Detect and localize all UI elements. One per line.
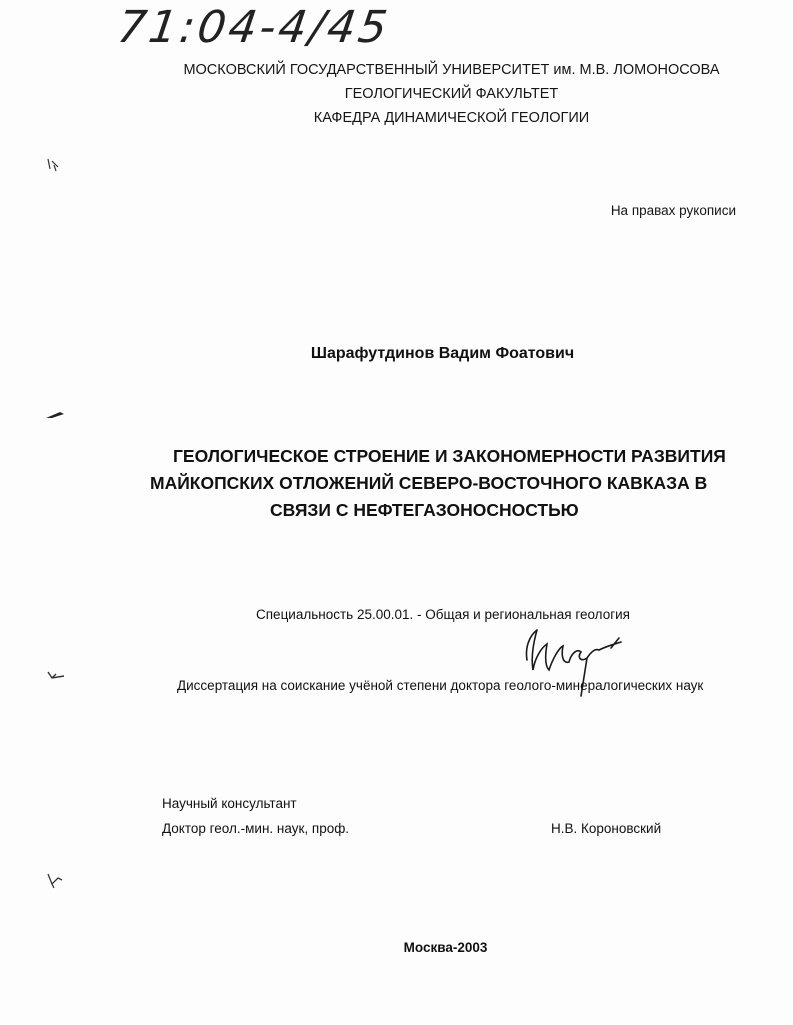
margin-mark-1 bbox=[44, 155, 64, 175]
title-line-2: МАЙКОПСКИХ ОТЛОЖЕНИЙ СЕВЕРО-ВОСТОЧНОГО КАВКАЗА В bbox=[150, 473, 708, 493]
handwritten-archive-code: 71:04-4/45 bbox=[114, 2, 394, 53]
margin-mark-2 bbox=[44, 408, 66, 422]
consultant-label: Научный консультант bbox=[162, 796, 297, 811]
consultant-name: Н.В. Короновский bbox=[551, 821, 662, 836]
handwritten-signature bbox=[515, 618, 630, 708]
dissertation-title bbox=[150, 443, 750, 524]
faculty-name: ГЕОЛОГИЧЕСКИЙ ФАКУЛЬТЕТ bbox=[344, 86, 559, 102]
department-name: КАФЕДРА ДИНАМИЧЕСКОЙ ГЕОЛОГИИ bbox=[313, 110, 590, 126]
manuscript-rights-note: На правах рукописи bbox=[610, 203, 736, 218]
consultant-degree: Доктор геол.-мин. наук, проф. bbox=[162, 821, 350, 836]
author-name: Шарафутдинов Вадим Фоатович bbox=[310, 345, 575, 362]
specialty-line: Специальность 25.00.01. - Общая и региональная геология bbox=[256, 607, 630, 622]
margin-mark-4 bbox=[44, 868, 66, 890]
city-year: Москва-2003 bbox=[403, 940, 488, 955]
university-name: МОСКОВСКИЙ ГОСУДАРСТВЕННЫЙ УНИВЕРСИТЕТ им. М.В. ЛОМОНОСОВА bbox=[183, 62, 720, 78]
title-line-3: СВЯЗИ С НЕФТЕГАЗОНОСНОСТЬЮ bbox=[270, 500, 579, 520]
degree-statement: Диссертация на соискание учёной степени доктора геолого-минералогических наук bbox=[177, 678, 704, 693]
margin-mark-3 bbox=[46, 668, 68, 682]
title-line-1: ГЕОЛОГИЧЕСКОЕ СТРОЕНИЕ И ЗАКОНОМЕРНОСТИ РАЗВИТИЯ bbox=[173, 446, 726, 466]
